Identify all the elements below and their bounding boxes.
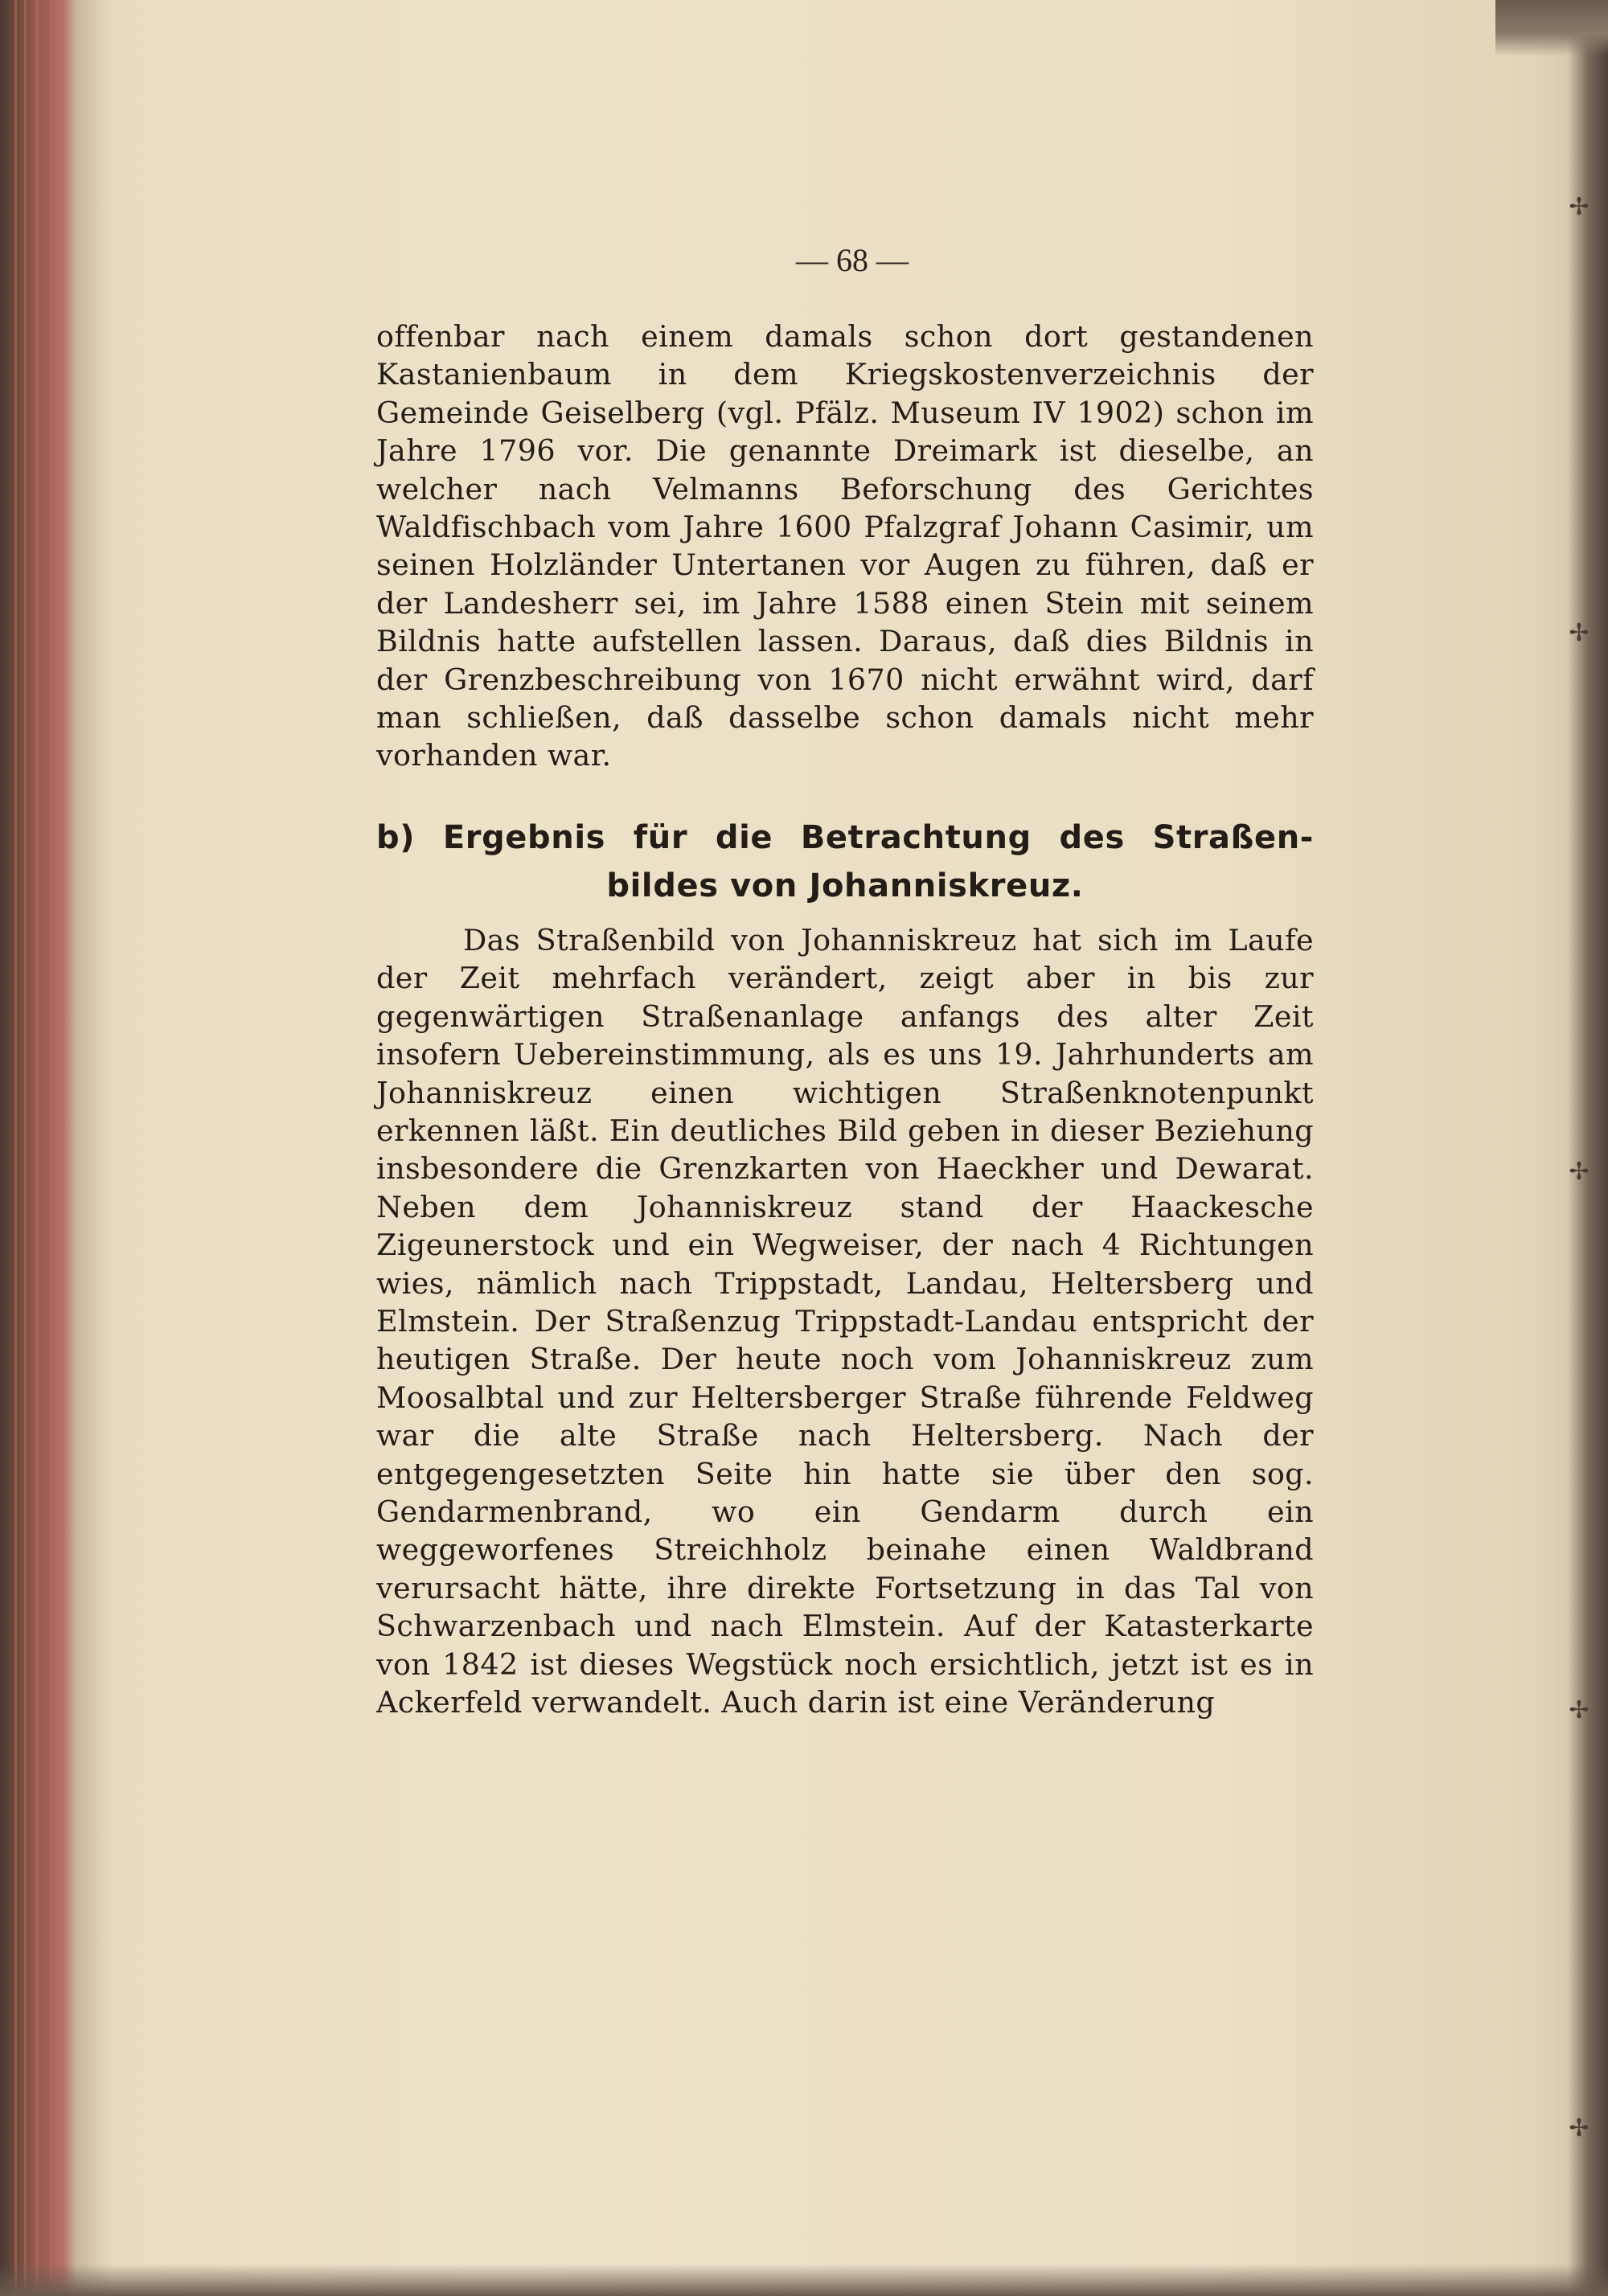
stitch-mark-icon: ✢ (1569, 2114, 1590, 2142)
page-content (376, 318, 1314, 1721)
page-edge-line (14, 0, 17, 2296)
stitch-mark-icon: ✢ (1569, 193, 1590, 221)
binding-corner (1495, 0, 1608, 56)
section-heading (376, 814, 1314, 910)
page-edge-line (63, 0, 64, 2296)
paragraph-continued: offenbar nach einem damals schon dort gestandenen Kastanienbaum in dem Kriegskostenverzeichnis der Gemeinde Geiselberg (vgl. Pfälz. Museum IV 1902) schon im Jahre 1796 vor. Die genannte Dreimark ist dieselbe, an welcher nach Velmanns Beforschung des Gerichtes Waldfischbach vom Jahre 1600 Pfalzgraf Johann Casimir, um seinen Holzländer Untertanen vor Augen zu führen, daß er der Landesherr sei, im Jahre 1588 einen Stein mit seinem Bildnis hatte aufstellen lassen. Daraus, daß dies Bildnis in der Grenzbeschreibung von 1670 nicht erwähnt wird, darf man schließen, daß dasselbe schon damals nicht mehr vorhanden war. (376, 319, 1314, 773)
section-heading-line-2: bildes von Johanniskreuz. (606, 867, 1084, 904)
stitch-mark-icon: ✢ (1569, 1696, 1590, 1724)
section-heading-line-1: b) Ergebnis für die Betrachtung des Straßen- (376, 818, 1314, 856)
paragraph-street-layout: Das Straßenbild von Johanniskreuz hat sich im Laufe der Zeit mehrfach verändert, zeigt aber in bis zur gegenwärtigen Straßenanlage anfangs des alter Zeit insofern Uebereinstimmung, als es uns 19. Jahrhunderts am Johanniskreuz einen wichtigen Straßenknotenpunkt erkennen läßt. Ein deutliches Bild geben in dieser Beziehung insbesondere die Grenzkarten von Haeckher und Dewarat. Neben dem Johanniskreuz stand der Haackesche Zigeunerstock und ein Wegweiser, der nach 4 Richtungen wies, nämlich nach Trippstadt, Landau, Heltersberg und Elmstein. Der Straßenzug Trippstadt-Landau entspricht der heutigen Straße. Der heute noch vom Johanniskreuz zum Moosalbtal und zur Heltersberger Straße führende Feldweg war die alte Straße nach Heltersberg. Nach der entgegengesetzten Seite hin hatte sie über den sog. Gendarmenbrand, wo ein Gendarm durch ein weggeworfenes Streichholz beinahe einen Waldbrand verursacht hätte, ihre direkte Fortsetzung in das Tal von Schwarzenbach und nach Elmstein. Auf der Katasterkarte von 1842 ist dieses Wegstück noch ersichtlich, jetzt ist es in Ackerfeld verwandelt. Auch darin ist eine Veränderung (376, 922, 1314, 1720)
stitch-mark-icon: ✢ (1569, 619, 1590, 647)
stitch-mark-icon: ✢ (1569, 1158, 1590, 1186)
page-edge-line (50, 0, 52, 2296)
page-edge-line (35, 0, 39, 2296)
page-edge-line (24, 0, 27, 2296)
binding-bottom-edge (0, 2264, 1608, 2296)
page-number: — 68 — (796, 242, 909, 278)
